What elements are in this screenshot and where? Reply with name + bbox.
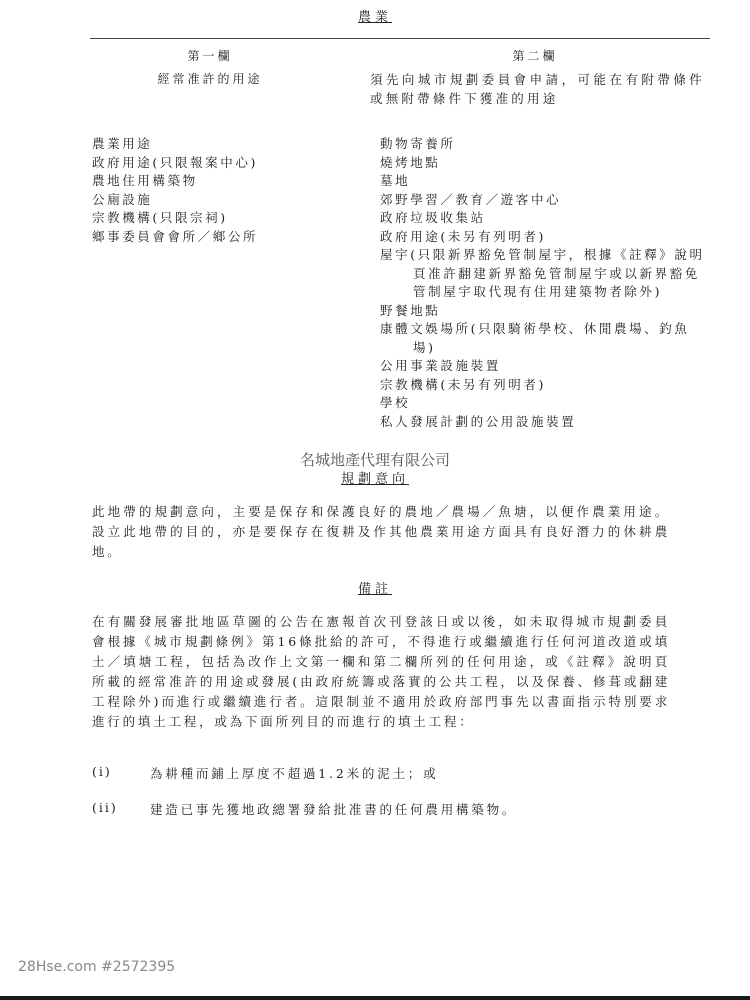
- list-item: 政府垃圾收集站: [380, 210, 486, 225]
- list-item: 政府用途(未另有列明者): [380, 228, 546, 244]
- listing-id-watermark: 28Hse.com #2572395: [18, 959, 176, 975]
- list-item: 屋宇(只限新界豁免管制屋宇，根據《註釋》說明頁准許翻建新界豁免管制屋宇或以新界豁免管制屋宇取代現有住用建築物者除外): [380, 247, 705, 299]
- page-title: 農業: [357, 10, 392, 25]
- list-item: 農業用途: [92, 136, 153, 151]
- list-item: 政府用途(只限報案中心): [92, 154, 258, 170]
- list-item: 學校: [380, 395, 411, 410]
- remarks-heading: 備註: [357, 582, 392, 597]
- list-item: 宗教機構(只限宗祠): [92, 210, 228, 225]
- planning-intention-text: 此地帶的規劃意向，主要是保存和保護良好的農地／農場／魚塘，以便作農業用途。設立此地帶的目的，亦是要保存在復耕及作其他農業用途方面具有良好潛力的休耕農地。: [92, 504, 670, 559]
- list-item: 農地住用構築物: [92, 173, 198, 188]
- column-1-heading: 第一欄: [187, 49, 233, 63]
- list-item: 動物寄養所: [380, 136, 456, 151]
- list-item: 康體文娛場所(只限騎術學校、休閒農場、釣魚場): [380, 321, 690, 355]
- bottom-bar: [0, 996, 750, 1000]
- list-item: 郊野學習／教育／遊客中心: [380, 191, 562, 207]
- list-item: 燒烤地點: [380, 154, 441, 170]
- watermark-text: 名城地產代理有限公司: [299, 451, 450, 469]
- list-item: 宗教機構(未另有列明者): [380, 376, 546, 392]
- column-2-list: [380, 135, 710, 431]
- planning-intention-heading: 規劃意向: [340, 472, 409, 487]
- column-2-heading: 第二欄: [512, 49, 558, 63]
- column-1-subheading: 經常准許的用途: [157, 72, 263, 86]
- list-item: 野餐地點: [380, 302, 441, 318]
- remark-item-text: 為耕種而鋪上厚度不超過1.2米的泥土；或: [150, 766, 439, 781]
- list-item: 私人發展計劃的公用設施裝置: [380, 413, 577, 429]
- list-item: 公用事業設施裝置: [380, 358, 501, 373]
- column-2-subheading: 須先向城市規劃委員會申請，可能在有附帶條件或無附帶條件下獲准的用途: [370, 72, 705, 106]
- remark-item-number: (ii): [92, 800, 118, 815]
- list-item: 墓地: [380, 173, 411, 188]
- list-item: 鄉事委員會會所／鄉公所: [92, 228, 259, 244]
- remark-item-number: (i): [92, 764, 112, 779]
- header-rule: [90, 38, 710, 39]
- remark-item-text: 建造已事先獲地政總署發給批准書的任何農用構築物。: [150, 802, 518, 817]
- remarks-text: 在有關發展審批地區草圖的公告在憲報首次刊登該日或以後，如未取得城市規劃委員會根據《城市規劃條例》第16條批給的許可，不得進行或繼續進行任何河道改道或填土／填塘工程，包括為改作上文第一欄和第二欄所列的任何用途，或《註釋》說明頁所載的經常准許的用途或發展(由政府統籌或落實的公共工程，以及保養、修葺或翻建工程除外)而進行或繼續進行者。這限制並不適用於政府部門事先以書面指示特別要求進行的填土工程，或為下面所列目的而進行的填土工程：: [92, 614, 670, 729]
- column-1-list: [92, 135, 352, 246]
- list-item: 公廁設施: [92, 191, 153, 207]
